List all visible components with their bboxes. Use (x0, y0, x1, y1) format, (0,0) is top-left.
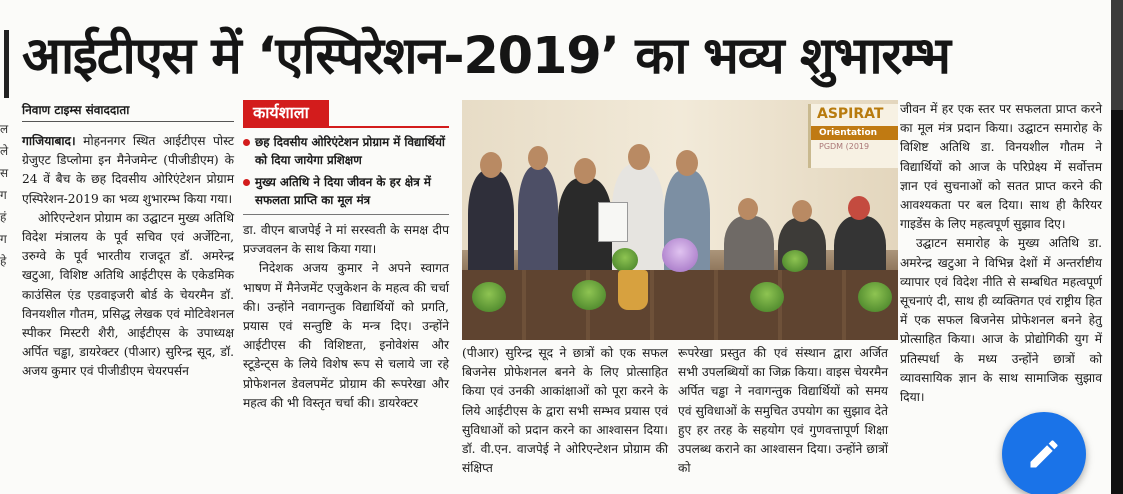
person-head (848, 196, 870, 220)
person (468, 170, 514, 280)
flower-arrangement (662, 238, 698, 272)
paragraph: जीवन में हर एक स्तर पर सफलता प्राप्त करने का मूल मंत्र प्रदान किया। उद्घाटन समारोह के विशिष्ट अतिथि डा. विनयशील गौतम ने विद्यार्थियों को आज के परिप्रेक्ष्य में सर्वोत्तम ज्ञान एवं सुचनाओं को सतत प्राप्त करने की आवश्यकता पर बल दिया। साथ ही कैरियर गाइडेंस के लिए महत्वपूर्ण सुझाव दिए। (900, 102, 1102, 232)
paragraph: निदेशक अजय कुमार ने अपने स्वागत भाषण में मैनेजमेंट एजुकेशन के महत्व की चर्चा की। उन्होंने नवागन्तुक विद्यार्थियों को प्रगति, प्रयास एवं सन्तुष्टि के मन्त्र दिए। उन्होंने आईटीएस की विशिष्टता, इनोवेशंस और स्टूडेन्ट्स के लिये विशेष रूप से चलाये जा रहे प्रोफेशनल डेवलपमेंट प्रोग्राम की रूपरेखा और महत्व की भी विस्तृत चर्चा की। डायरेक्टर (243, 261, 449, 410)
section-rule (243, 126, 449, 128)
banner-line: PGDM (2019 (819, 142, 870, 151)
article-column-2 (243, 100, 449, 413)
stage-table (462, 270, 898, 340)
paragraph: डा. वीएन बाजपेई ने मां सरस्वती के समक्ष दीप प्रज्जवलन के साथ किया गया। (243, 223, 449, 257)
article-column-5 (900, 100, 1102, 407)
plant (472, 282, 506, 312)
highlight-bullet (243, 134, 449, 169)
edit-fab-button[interactable] (1002, 412, 1086, 494)
paragraph (22, 132, 234, 209)
person-head (738, 198, 758, 220)
person-head (480, 152, 502, 178)
plant (858, 282, 892, 312)
article-column-3 (462, 344, 668, 478)
plant (750, 282, 784, 312)
bullet-dot-icon (243, 179, 250, 186)
right-edge-strip (1111, 0, 1123, 494)
byline: निवाण टाइम्स संवाददाता (22, 100, 234, 122)
bullet-dot-icon (243, 139, 250, 146)
person-head (792, 200, 812, 222)
highlight-bullet (243, 174, 449, 209)
edge-text: ल ले स ग हं ग हे (0, 122, 9, 268)
person-head (628, 144, 650, 170)
flower-pot (618, 270, 648, 310)
article-column-1 (22, 100, 234, 382)
bullet-text: मुख्य अतिथि ने दिया जीवन के हर क्षेत्र में सफलता प्राप्ति का मूल मंत्र (255, 175, 431, 207)
person-head (574, 158, 596, 184)
pencil-icon (1026, 436, 1062, 472)
bullet-text: छह दिवसीय ओरिएंटेशन प्रोग्राम में विद्यार्थियों को दिया जायेगा प्रशिक्षण (255, 135, 445, 167)
paragraph: रूपरेखा प्रस्तुत की एवं संस्थान द्वारा अर्जित सभी उपलब्धियों का जिक्र किया। वाइस चेयरमैन अर्पित चड्ढा ने नवागन्तुक विद्यार्थियों को समय एवं सुविधाओं के समुचित उपयोग का सुझाव देते हुए हर तरह के सहयोग एवं गुणवत्तापूर्ण शिक्षा उपलब्ध कराने का आश्वासन दिया। उन्होंने छात्रों को (678, 346, 888, 476)
aspiration-banner (808, 104, 898, 168)
divider (243, 214, 449, 215)
section-label-box (243, 100, 449, 126)
banner-subtitle: Orientation (811, 126, 898, 140)
banner-title: ASPIRAT (817, 106, 884, 122)
dateline: गाजियाबाद। (22, 134, 76, 148)
article-column-4 (678, 344, 888, 478)
plant (612, 248, 638, 272)
person-head (528, 146, 548, 170)
paragraph: उद्घाटन समारोह के मुख्य अतिथि डा. अमरेन्द्र खटुआ ने विभिन्न देशों में अन्तर्राष्टीय व्यापार एवं विदेश नीति से सम्बधित महत्वपूर्ण सूचनाएं दी, साथ ही व्यक्तिगत एवं राष्ट्रीय हित में एक सफल बिजनेस प्रोफेशनल बनने हेतु प्रोत्साहित किया। आज के प्रोद्योगिकी युग में प्रतिस्पर्धा के मध्य उन्होंने छात्रों को व्यावसायिक ज्ञान के साथ सामाजिक सुझाव दिया। (900, 236, 1102, 405)
certificate (598, 202, 628, 242)
plant (782, 250, 808, 272)
section-label: कार्यशाला (243, 100, 329, 126)
plant (572, 280, 606, 310)
paragraph-text: मोहननगर स्थित आईटीएस पोस्ट ग्रेजुएट डिप्लोमा इन मैनेजमेन्ट (पीजीडीएम) के 24 वें बैच के छह दिवसीय ओरिएंटेशन प्रोग्राम एस्पिरेशन-2019 का भव्य शुभारम्भ किया गया। (22, 134, 234, 206)
person (518, 166, 558, 276)
paragraph: ओरिएन्टेशन प्रोग्राम का उद्घाटन मुख्य अतिथि विदेश मंत्रालय के पूर्व सचिव एवं अर्जेटिना, उरुग्वे के पूर्व भारतीय राजदूत डॉ. अमरेन्द्र खटुआ, विशिष्ट अतिथि आईटीएस के एकेडमिक काउंसिल एंड एडवाइजरी बोर्ड के चेयरमैन डॉ. विनयशील गौतम, प्रसिद्ध लेखक एवं मोटिवेशनल स्पीकर मिस्टरी शैरी, आईटीएस के उपाध्यक्ष अर्पित चड्ढा, डायरेक्टर (पीआर) सुरिन्द्र सूद, डॉ. अजय कुमार एवं पीजीडीएम चेयरपर्सन (22, 210, 234, 379)
paragraph: (पीआर) सुरिन्द्र सूद ने छात्रों को एक सफल बिजनेस प्रोफेशनल बनने के लिए प्रोत्साहित किया एवं उनकी आकांक्षाओं को पूरा करने के लिये आईटीएस के द्वारा सभी सम्भव प्रयास एवं सुविधाओं को प्रदान करने का आश्वासन दिया। डॉ. वी.एन. वाजपेई ने ओरिएन्टेशन प्रोग्राम की संक्षिप्त (462, 346, 668, 476)
event-photo (462, 100, 898, 340)
person-head (676, 150, 698, 176)
headline: आईटीएस में ‘एस्पिरेशन-2019’ का भव्य शुभारम्भ (22, 27, 950, 86)
left-edge-remnant (0, 0, 14, 494)
edge-rule (4, 30, 9, 98)
